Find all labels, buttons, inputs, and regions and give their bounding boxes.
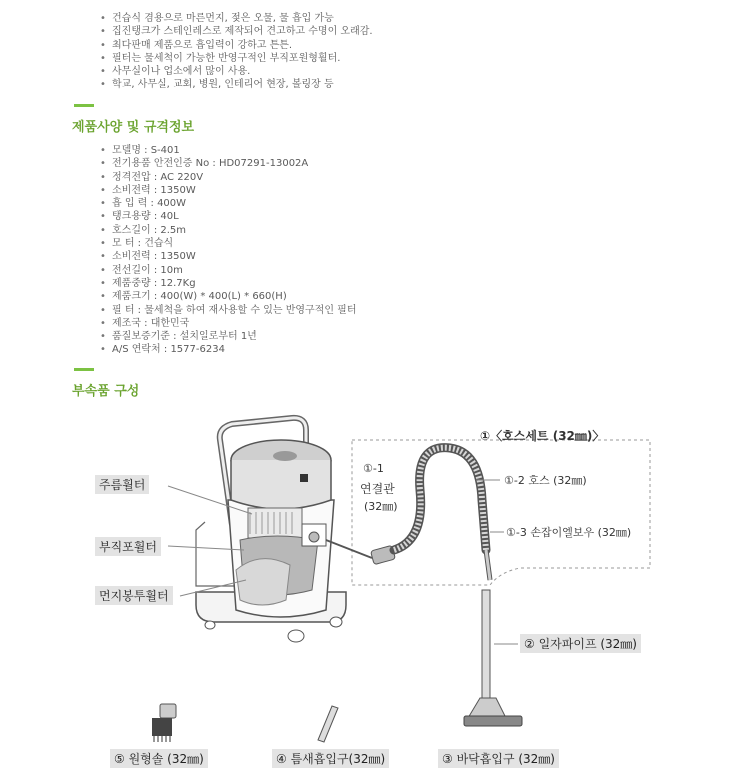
spec-item: • 탱크용량 : 40L xyxy=(100,210,357,223)
hose-set-label: ①〈호스세트 (32㎜)〉 xyxy=(480,429,605,443)
spec-item: • 제품크기 : 400(W) * 400(L) * 660(H) xyxy=(100,290,357,303)
intro-bullet: • 학교, 사무실, 교회, 병원, 인테리어 현장, 볼링장 등 xyxy=(100,78,373,91)
spec-item: • 전선길이 : 10m xyxy=(100,264,357,277)
intro-bullet: • 사무실이나 업소에서 많이 사용. xyxy=(100,65,373,78)
connector-size: (32㎜) xyxy=(364,500,398,513)
spec-heading-accent-bar xyxy=(74,104,94,107)
intro-bullet: • 집진탱크가 스테인레스로 제작되어 견고하고 수명이 오래감. xyxy=(100,25,373,38)
nonwoven-filter-label: 부직포휠터 xyxy=(95,537,161,556)
intro-bullet: • 필터는 물세척이 가능한 반영구적인 부직포원형휠터. xyxy=(100,52,373,65)
wheel xyxy=(288,630,304,642)
intro-bullet: • 최다판매 제품으로 흡입력이 강하고 튼튼. xyxy=(100,39,373,52)
wheel xyxy=(330,617,342,627)
connector-number: ①-1 xyxy=(363,462,384,475)
floor-nozzle xyxy=(468,698,506,718)
wheel xyxy=(205,621,215,629)
connector-label: 연결관 xyxy=(360,482,395,496)
pleated-filter-label: 주름휠터 xyxy=(95,475,149,494)
spec-list xyxy=(100,144,357,357)
crevice-nozzle xyxy=(318,706,338,742)
spec-item: • 흡 입 력 : 400W xyxy=(100,197,357,210)
handle-elbow-label: ①-3 손잡이엘보우 (32㎜) xyxy=(506,526,632,539)
dust-bag-filter xyxy=(236,559,290,605)
spec-item: • 품질보증기준 : 설치일로부터 1년 xyxy=(100,330,357,343)
parts-heading-accent-bar xyxy=(74,368,94,371)
spec-item: • 호스길이 : 2.5m xyxy=(100,224,357,237)
crevice-nozzle-label: ④ 틈새흡입구(32㎜) xyxy=(272,749,389,768)
spec-item: • 필 터 : 물세척을 하여 재사용할 수 있는 반영구적인 필터 xyxy=(100,304,357,317)
spec-item: • 모델명 : S-401 xyxy=(100,144,357,157)
round-brush-label: ⑤ 원형솔 (32㎜) xyxy=(110,749,208,768)
straight-pipe-label: ② 일자파이프 (32㎜) xyxy=(520,634,641,653)
spec-item: • 소비전력 : 1350W xyxy=(100,184,357,197)
hose-label: ①-2 호스 (32㎜) xyxy=(504,474,587,487)
spec-item: • 정격전압 : AC 220V xyxy=(100,171,357,184)
straight-pipe xyxy=(482,590,490,700)
spec-item: • 제품중량 : 12.7Kg xyxy=(100,277,357,290)
parts-diagram xyxy=(0,400,730,783)
spec-item: • 제조국 : 대한민국 xyxy=(100,317,357,330)
floor-nozzle-label: ③ 바닥흡입구 (32㎜) xyxy=(438,749,559,768)
round-brush xyxy=(160,704,176,718)
intro-bullet: • 건습식 겸용으로 마른먼지, 젖은 오물, 물 흡입 가능 xyxy=(100,12,373,25)
spec-heading: 제품사양 및 규격정보 xyxy=(72,120,195,135)
intro-feature-list xyxy=(100,12,373,92)
spec-item: • 전기용품 안전인증 No : HD07291-13002A xyxy=(100,157,357,170)
spec-item: • A/S 연락처 : 1577-6234 xyxy=(100,343,357,356)
parts-heading: 부속품 구성 xyxy=(72,384,140,399)
spec-item: • 소비전력 : 1350W xyxy=(100,250,357,263)
dust-bag-filter-label: 먼지봉투휠터 xyxy=(95,586,173,605)
spec-item: • 모 터 : 건습식 xyxy=(100,237,357,250)
